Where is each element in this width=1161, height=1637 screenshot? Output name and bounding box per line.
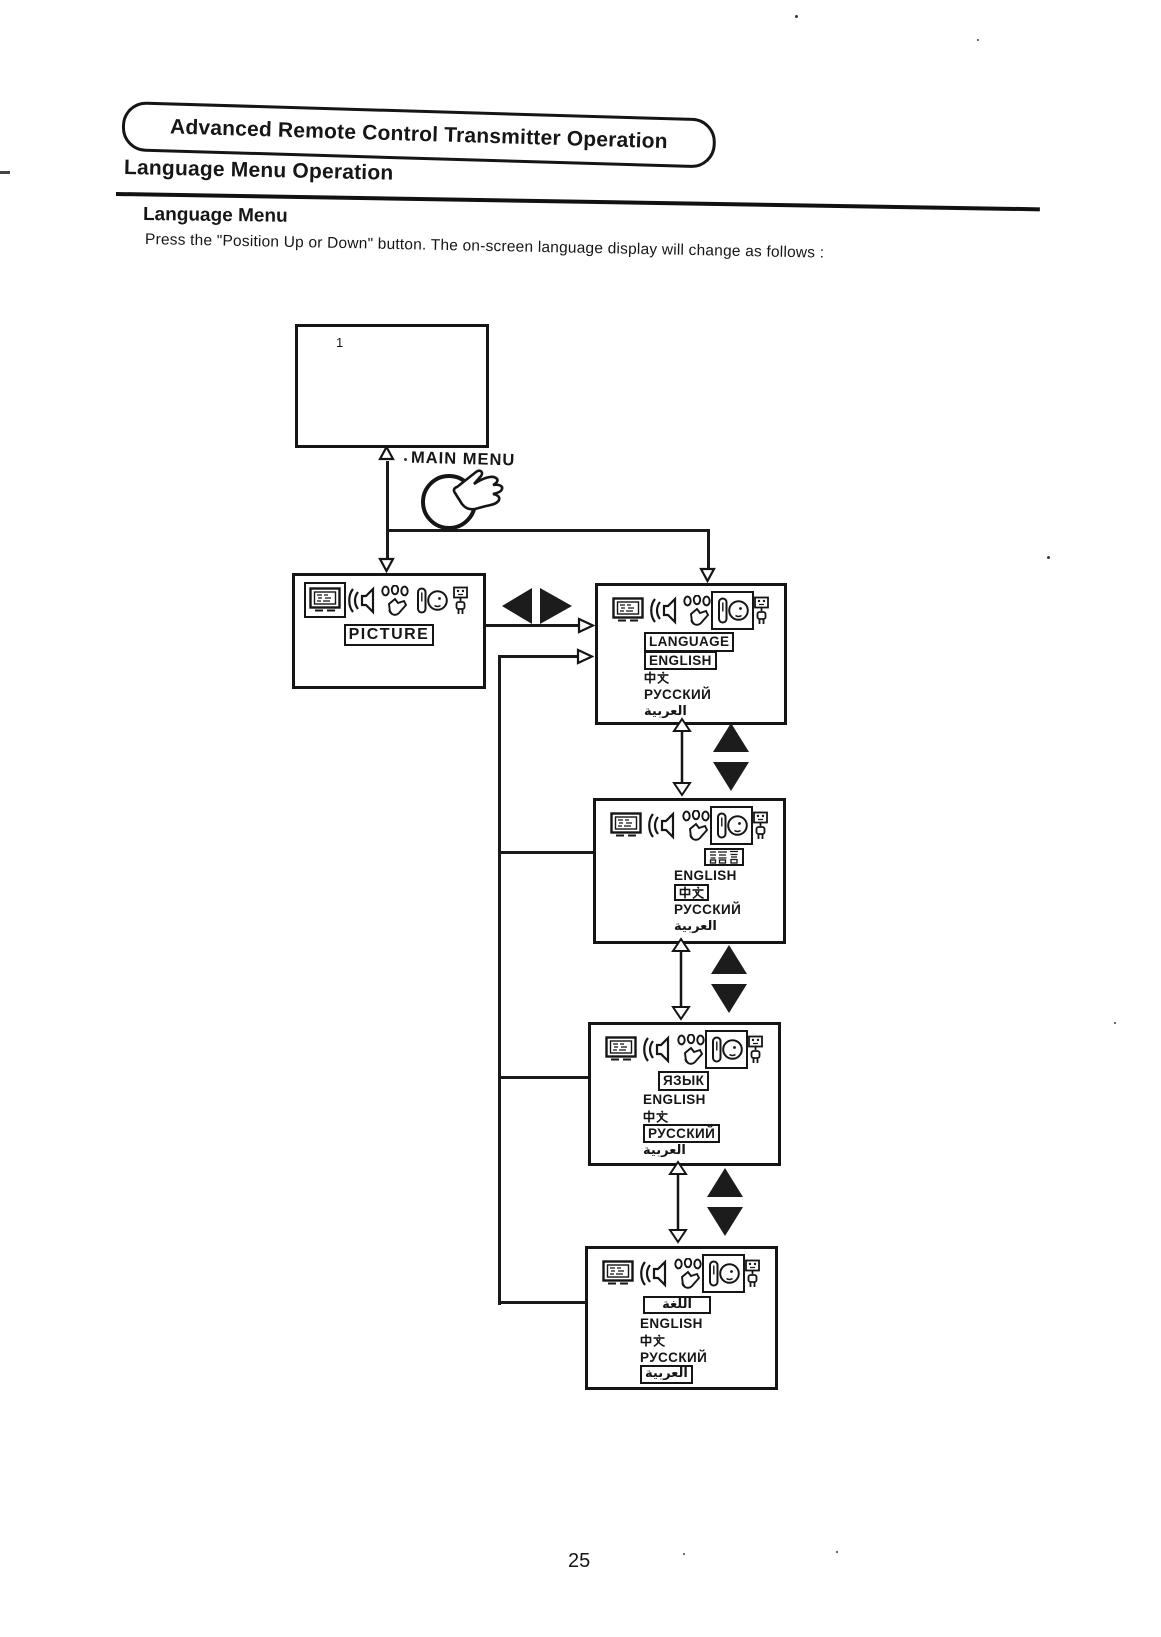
menu-item-russian: РУССКИЙ: [643, 1124, 720, 1144]
picture-icon: [602, 1260, 634, 1286]
clock-face-icon: [710, 1035, 743, 1064]
language-hand-icon: [676, 1034, 706, 1065]
osd-icon-row: [588, 1249, 775, 1292]
antenna-plug-icon: [752, 811, 769, 840]
speaker-icon: [641, 1035, 671, 1064]
connector-line: [386, 529, 710, 532]
menu-item-list: [591, 1071, 778, 1159]
osd-icon-row: [596, 801, 783, 844]
speaker-icon: [648, 596, 678, 625]
scan-speck: [1047, 556, 1050, 559]
osd-language-menu-english: [595, 583, 787, 725]
return-stub-line: [498, 851, 595, 854]
osd-icon-row: [295, 576, 483, 619]
menu-title: ЯЗЫК: [658, 1071, 709, 1091]
return-stub-line: [498, 1076, 590, 1079]
picture-icon: [612, 597, 644, 623]
toggle-arrow-up-down: [670, 937, 692, 1026]
menu-item-list: [598, 632, 784, 720]
language-hand-icon: [380, 585, 410, 616]
menu-item-russian: РУССКИЙ: [640, 1350, 708, 1365]
arrowhead-right-icon: [576, 648, 594, 670]
menu-title-chinese: [704, 848, 744, 866]
intro-text: Press the "Position Up or Down" button. The on-screen language display will change as follows :: [144, 231, 825, 262]
clock-face-icon: [415, 586, 448, 615]
speaker-icon: [346, 586, 376, 615]
menu-item-arabic: العربية: [674, 919, 717, 934]
channel-number: 1: [336, 335, 344, 350]
position-up-down-buttons-icon: [705, 1166, 745, 1243]
connector-line: [707, 529, 710, 569]
position-up-down-buttons-icon: [711, 721, 751, 798]
flow-line: [486, 624, 578, 627]
menu-title: LANGUAGE: [644, 632, 734, 652]
menu-item-chinese: [640, 1334, 665, 1347]
clock-face-icon: [715, 811, 748, 840]
connector-line: [386, 461, 389, 558]
return-line: [498, 655, 578, 658]
picture-icon: [605, 1036, 637, 1062]
menu-item-english: ENGLISH: [640, 1316, 703, 1331]
menu-item-chinese: [674, 884, 709, 901]
tv-screen-box: [295, 324, 489, 448]
position-up-down-buttons-icon: [709, 943, 749, 1020]
osd-icon-row: [591, 1025, 778, 1068]
menu-item-russian: РУССКИЙ: [674, 902, 742, 917]
section-title: Language Menu Operation: [123, 156, 394, 185]
page-number: 25: [568, 1550, 591, 1572]
osd-icon-row: [598, 586, 784, 629]
speaker-icon: [646, 811, 676, 840]
language-hand-icon: [682, 595, 712, 626]
page-edge-mark: [0, 171, 10, 174]
picture-label-row: [295, 624, 483, 646]
menu-item-english: ENGLISH: [644, 651, 717, 671]
page-heading: Language Menu: [142, 204, 288, 227]
menu-item-english: ENGLISH: [674, 868, 737, 883]
menu-title-arabic: اللغة: [643, 1296, 711, 1315]
banner-title: Advanced Remote Control Transmitter Operation: [169, 115, 669, 154]
speaker-icon: [638, 1259, 668, 1288]
language-hand-icon: [673, 1258, 703, 1289]
clock-face-icon: [716, 596, 749, 625]
scan-speck: [795, 15, 798, 18]
language-hand-icon: [681, 810, 711, 841]
antenna-plug-icon: [753, 596, 770, 625]
menu-item-arabic: العربية: [644, 704, 687, 719]
menu-item-list: [596, 847, 783, 935]
antenna-plug-icon: [747, 1035, 764, 1064]
antenna-plug-icon: [452, 586, 469, 615]
main-menu-label: MAIN MENU: [410, 448, 516, 470]
menu-item-list: [588, 1295, 775, 1383]
scan-speck: [1114, 1022, 1116, 1024]
toggle-arrow-up-down: [667, 1160, 689, 1249]
scan-speck: [404, 458, 407, 461]
return-spine-line: [498, 655, 501, 1305]
picture-menu-label: PICTURE: [344, 624, 435, 646]
pointing-hand-icon: [450, 463, 530, 540]
scan-speck: [683, 1553, 685, 1555]
picture-icon: [309, 587, 341, 613]
osd-picture-menu: [292, 573, 486, 689]
toggle-arrow-up-down: [671, 717, 693, 802]
picture-icon: [610, 812, 642, 838]
osd-language-menu-chinese: [593, 798, 786, 944]
osd-language-menu-russian: [588, 1022, 781, 1166]
menu-item-russian: РУССКИЙ: [644, 687, 712, 702]
scan-speck: [836, 1551, 838, 1553]
arrowhead-right-icon: [577, 617, 595, 639]
menu-item-english: ENGLISH: [643, 1092, 706, 1107]
scan-speck: [977, 39, 979, 41]
osd-language-menu-arabic: [585, 1246, 778, 1390]
return-stub-line: [498, 1301, 587, 1304]
menu-item-arabic: العربية: [640, 1365, 693, 1384]
menu-item-arabic: العربية: [643, 1143, 686, 1158]
menu-item-chinese: [643, 1110, 668, 1123]
antenna-plug-icon: [744, 1259, 761, 1288]
clock-face-icon: [707, 1259, 740, 1288]
menu-item-chinese: [644, 671, 669, 684]
